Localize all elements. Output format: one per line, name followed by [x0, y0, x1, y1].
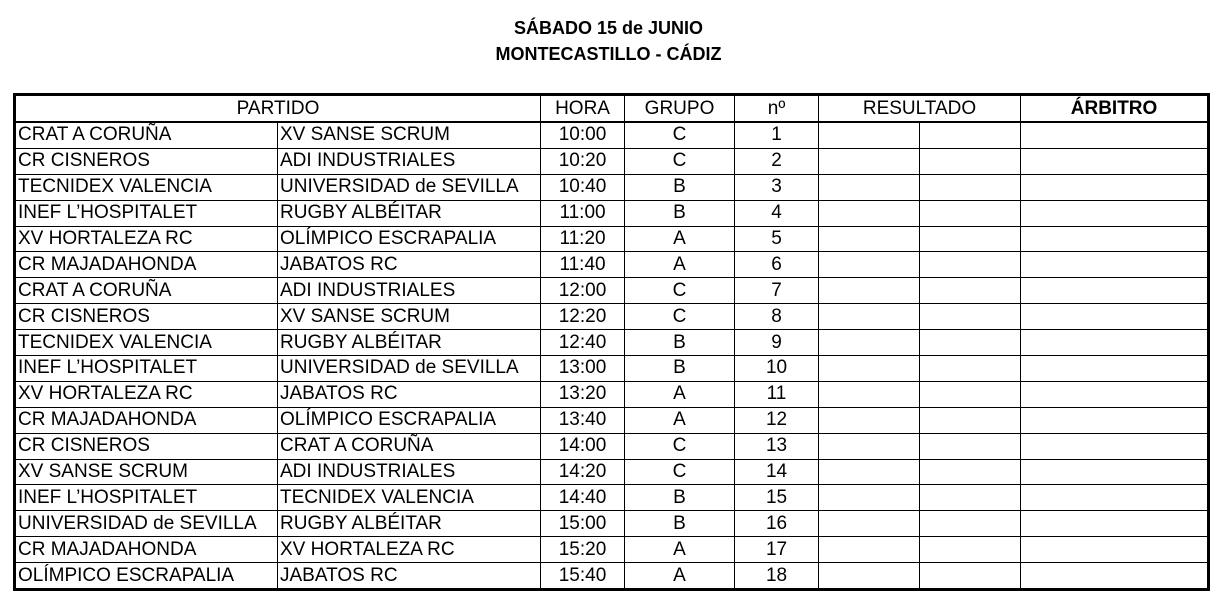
- away-team-cell: ADI INDUSTRIALES: [278, 148, 541, 174]
- table-row: [15, 381, 1209, 407]
- arbitro-cell: [1021, 122, 1209, 148]
- arbitro-cell: [1021, 356, 1209, 382]
- num-cell: 10: [735, 356, 819, 382]
- away-team-cell: JABATOS RC: [278, 252, 541, 278]
- resultado-away-cell: [920, 511, 1021, 537]
- num-cell: 1: [735, 122, 819, 148]
- resultado-home-cell: [819, 459, 920, 485]
- away-team-cell: OLÍMPICO ESCRAPALIA: [278, 226, 541, 252]
- num-cell: 15: [735, 485, 819, 511]
- home-team-cell: XV HORTALEZA RC: [15, 226, 278, 252]
- resultado-home-cell: [819, 200, 920, 226]
- resultado-away-cell: [920, 252, 1021, 278]
- home-team-cell: INEF L’HOSPITALET: [15, 356, 278, 382]
- arbitro-cell: [1021, 511, 1209, 537]
- away-team-cell: ADI INDUSTRIALES: [278, 459, 541, 485]
- home-team-cell: XV SANSE SCRUM: [15, 459, 278, 485]
- table-row: [15, 330, 1209, 356]
- table-row: [15, 226, 1209, 252]
- resultado-home-cell: [819, 381, 920, 407]
- num-cell: 3: [735, 174, 819, 200]
- home-team-cell: CR CISNEROS: [15, 148, 278, 174]
- hora-cell: 10:40: [541, 174, 625, 200]
- num-cell: 16: [735, 511, 819, 537]
- resultado-home-cell: [819, 511, 920, 537]
- hora-cell: 14:20: [541, 459, 625, 485]
- resultado-away-cell: [920, 356, 1021, 382]
- grupo-cell: B: [625, 174, 735, 200]
- home-team-cell: CR CISNEROS: [15, 433, 278, 459]
- hora-cell: 12:40: [541, 330, 625, 356]
- grupo-cell: B: [625, 485, 735, 511]
- home-team-cell: INEF L’HOSPITALET: [15, 200, 278, 226]
- resultado-home-cell: [819, 226, 920, 252]
- grupo-cell: B: [625, 511, 735, 537]
- table-row: [15, 563, 1209, 590]
- resultado-away-cell: [920, 148, 1021, 174]
- num-cell: 7: [735, 278, 819, 304]
- arbitro-cell: [1021, 252, 1209, 278]
- arbitro-cell: [1021, 563, 1209, 590]
- grupo-cell: C: [625, 459, 735, 485]
- hora-cell: 15:20: [541, 537, 625, 563]
- table-row: [15, 278, 1209, 304]
- col-header-grupo: GRUPO: [625, 95, 735, 123]
- resultado-home-cell: [819, 485, 920, 511]
- resultado-away-cell: [920, 122, 1021, 148]
- resultado-away-cell: [920, 330, 1021, 356]
- hora-cell: 13:40: [541, 407, 625, 433]
- resultado-away-cell: [920, 278, 1021, 304]
- grupo-cell: A: [625, 381, 735, 407]
- resultado-away-cell: [920, 407, 1021, 433]
- away-team-cell: RUGBY ALBÉITAR: [278, 200, 541, 226]
- table-row: [15, 148, 1209, 174]
- resultado-away-cell: [920, 459, 1021, 485]
- away-team-cell: JABATOS RC: [278, 563, 541, 590]
- page-title-date: SÁBADO 15 de JUNIO: [513, 18, 704, 38]
- hora-cell: 13:00: [541, 356, 625, 382]
- resultado-away-cell: [920, 174, 1021, 200]
- num-cell: 12: [735, 407, 819, 433]
- col-header-arbitro: ÁRBITRO: [1021, 95, 1209, 123]
- grupo-cell: A: [625, 563, 735, 590]
- resultado-home-cell: [819, 407, 920, 433]
- hora-cell: 15:40: [541, 563, 625, 590]
- hora-cell: 10:20: [541, 148, 625, 174]
- resultado-home-cell: [819, 433, 920, 459]
- resultado-away-cell: [920, 563, 1021, 590]
- num-cell: 2: [735, 148, 819, 174]
- away-team-cell: JABATOS RC: [278, 381, 541, 407]
- hora-cell: 14:00: [541, 433, 625, 459]
- header-row: [15, 95, 1209, 123]
- home-team-cell: TECNIDEX VALENCIA: [15, 330, 278, 356]
- home-team-cell: TECNIDEX VALENCIA: [15, 174, 278, 200]
- arbitro-cell: [1021, 433, 1209, 459]
- resultado-away-cell: [920, 381, 1021, 407]
- table-row: [15, 433, 1209, 459]
- resultado-home-cell: [819, 174, 920, 200]
- num-cell: 11: [735, 381, 819, 407]
- arbitro-cell: [1021, 174, 1209, 200]
- away-team-cell: RUGBY ALBÉITAR: [278, 511, 541, 537]
- grupo-cell: C: [625, 122, 735, 148]
- hora-cell: 14:40: [541, 485, 625, 511]
- hora-cell: 11:20: [541, 226, 625, 252]
- arbitro-cell: [1021, 330, 1209, 356]
- home-team-cell: CRAT A CORUÑA: [15, 122, 278, 148]
- away-team-cell: XV SANSE SCRUM: [278, 304, 541, 330]
- num-cell: 13: [735, 433, 819, 459]
- grupo-cell: C: [625, 278, 735, 304]
- hora-cell: 13:20: [541, 381, 625, 407]
- home-team-cell: CR MAJADAHONDA: [15, 252, 278, 278]
- col-header-resultado: RESULTADO: [819, 95, 1021, 123]
- hora-cell: 11:40: [541, 252, 625, 278]
- table-row: [15, 485, 1209, 511]
- resultado-home-cell: [819, 563, 920, 590]
- grupo-cell: C: [625, 304, 735, 330]
- table-row: [15, 511, 1209, 537]
- arbitro-cell: [1021, 148, 1209, 174]
- grupo-cell: A: [625, 407, 735, 433]
- arbitro-cell: [1021, 381, 1209, 407]
- col-header-hora: HORA: [541, 95, 625, 123]
- table-row: [15, 174, 1209, 200]
- col-header-num: nº: [735, 95, 819, 123]
- resultado-home-cell: [819, 278, 920, 304]
- arbitro-cell: [1021, 485, 1209, 511]
- resultado-away-cell: [920, 485, 1021, 511]
- hora-cell: 12:20: [541, 304, 625, 330]
- away-team-cell: XV HORTALEZA RC: [278, 537, 541, 563]
- num-cell: 14: [735, 459, 819, 485]
- hora-cell: 11:00: [541, 200, 625, 226]
- resultado-away-cell: [920, 433, 1021, 459]
- home-team-cell: XV HORTALEZA RC: [15, 381, 278, 407]
- grupo-cell: B: [625, 330, 735, 356]
- home-team-cell: INEF L’HOSPITALET: [15, 485, 278, 511]
- table-row: [15, 200, 1209, 226]
- table-row: [15, 304, 1209, 330]
- grupo-cell: A: [625, 226, 735, 252]
- grupo-cell: C: [625, 148, 735, 174]
- resultado-away-cell: [920, 200, 1021, 226]
- resultado-away-cell: [920, 537, 1021, 563]
- num-cell: 4: [735, 200, 819, 226]
- home-team-cell: OLÍMPICO ESCRAPALIA: [15, 563, 278, 590]
- resultado-away-cell: [920, 304, 1021, 330]
- page-title-venue: MONTECASTILLO - CÁDIZ: [495, 44, 722, 64]
- away-team-cell: ADI INDUSTRIALES: [278, 278, 541, 304]
- away-team-cell: RUGBY ALBÉITAR: [278, 330, 541, 356]
- arbitro-cell: [1021, 407, 1209, 433]
- home-team-cell: CR MAJADAHONDA: [15, 407, 278, 433]
- hora-cell: 12:00: [541, 278, 625, 304]
- resultado-home-cell: [819, 304, 920, 330]
- away-team-cell: OLÍMPICO ESCRAPALIA: [278, 407, 541, 433]
- table-row: [15, 252, 1209, 278]
- grupo-cell: A: [625, 537, 735, 563]
- resultado-home-cell: [819, 122, 920, 148]
- away-team-cell: XV SANSE SCRUM: [278, 122, 541, 148]
- num-cell: 18: [735, 563, 819, 590]
- num-cell: 9: [735, 330, 819, 356]
- resultado-home-cell: [819, 537, 920, 563]
- arbitro-cell: [1021, 304, 1209, 330]
- table-row: [15, 122, 1209, 148]
- num-cell: 8: [735, 304, 819, 330]
- table-row: [15, 356, 1209, 382]
- num-cell: 6: [735, 252, 819, 278]
- away-team-cell: UNIVERSIDAD de SEVILLA: [278, 174, 541, 200]
- grupo-cell: A: [625, 252, 735, 278]
- arbitro-cell: [1021, 459, 1209, 485]
- grupo-cell: C: [625, 433, 735, 459]
- grupo-cell: B: [625, 200, 735, 226]
- arbitro-cell: [1021, 226, 1209, 252]
- num-cell: 5: [735, 226, 819, 252]
- home-team-cell: UNIVERSIDAD de SEVILLA: [15, 511, 278, 537]
- resultado-home-cell: [819, 356, 920, 382]
- col-header-partido: PARTIDO: [15, 95, 541, 123]
- resultado-home-cell: [819, 330, 920, 356]
- resultado-home-cell: [819, 148, 920, 174]
- resultado-home-cell: [819, 252, 920, 278]
- schedule-table: [13, 93, 1210, 591]
- home-team-cell: CR MAJADAHONDA: [15, 537, 278, 563]
- hora-cell: 15:00: [541, 511, 625, 537]
- home-team-cell: CR CISNEROS: [15, 304, 278, 330]
- grupo-cell: B: [625, 356, 735, 382]
- arbitro-cell: [1021, 278, 1209, 304]
- hora-cell: 10:00: [541, 122, 625, 148]
- table-row: [15, 537, 1209, 563]
- table-row: [15, 407, 1209, 433]
- away-team-cell: CRAT A CORUÑA: [278, 433, 541, 459]
- away-team-cell: TECNIDEX VALENCIA: [278, 485, 541, 511]
- away-team-cell: UNIVERSIDAD de SEVILLA: [278, 356, 541, 382]
- home-team-cell: CRAT A CORUÑA: [15, 278, 278, 304]
- arbitro-cell: [1021, 200, 1209, 226]
- resultado-away-cell: [920, 226, 1021, 252]
- arbitro-cell: [1021, 537, 1209, 563]
- table-row: [15, 459, 1209, 485]
- num-cell: 17: [735, 537, 819, 563]
